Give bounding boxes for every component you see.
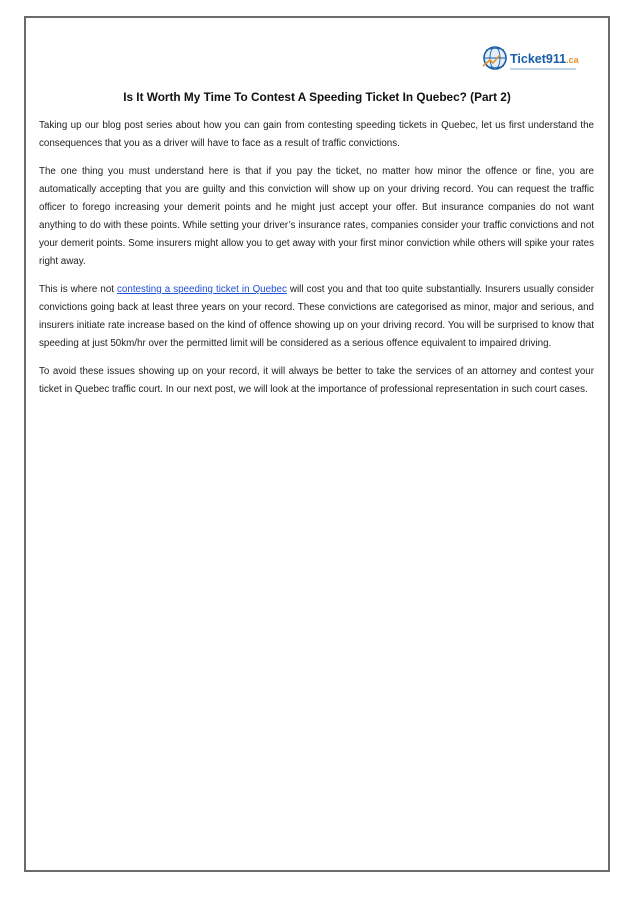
paragraph-4: To avoid these issues showing up on your record, it will always be better to take the services of an attorney and contest your ticket in Quebec traffic court. In our next post, we will look at the importance of professional representation in such court cases. [39, 366, 594, 395]
paragraph-1: Taking up our blog post series about how you can gain from contesting speeding tickets in Quebec, let us first understand the consequences that you as a driver will have to face as a result of traffic convictions. [39, 120, 594, 149]
globe-ticket-icon [483, 47, 506, 69]
paragraph-3-before: This is where not [39, 284, 118, 295]
paragraph-2: The one thing you must understand here is that if you pay the ticket, no matter how minor the offence or fine, you are automatically accepting that you are guilty and this conviction will show up on your driving record. You can request the traffic officer to forego increasing your demerit points and he might just accept your offer. But insurance companies do not want anything to do with these points. While setting your driver’s insurance rates, companies consider your traffic convictions and not your demerit points. Some insurers might allow you to get away with your first minor conviction while others will spike your rates right away. [39, 166, 594, 267]
paragraph-3-after: will cost you and that too quite substantially. Insurers usually consider convictions going back at least three years on your record. These convictions are categorised as minor, major and serious, and insurers initiate rate increase based on the kind of offence showing up on your driving record. You will be surprised to know that speeding at just 50km/hr over the permitted limit will be considered as a serious offence equivalent to impaired driving. [39, 284, 594, 349]
logo-brand-primary: Ticket [510, 52, 546, 66]
contest-ticket-link[interactable]: contesting a speeding ticket in Quebec [117, 284, 287, 295]
page [24, 16, 610, 872]
paragraph-3 [39, 281, 594, 353]
ticket911-logo [480, 38, 580, 78]
logo-graphic [480, 38, 580, 78]
document-body [39, 117, 594, 409]
logo-brand-suffix: .ca [566, 55, 579, 65]
svg-text:Ticket911.ca [510, 52, 580, 66]
document-title: Is It Worth My Time To Contest A Speeding Ticket In Quebec? (Part 2) [123, 90, 511, 104]
logo-brand-number: 911 [545, 52, 567, 66]
